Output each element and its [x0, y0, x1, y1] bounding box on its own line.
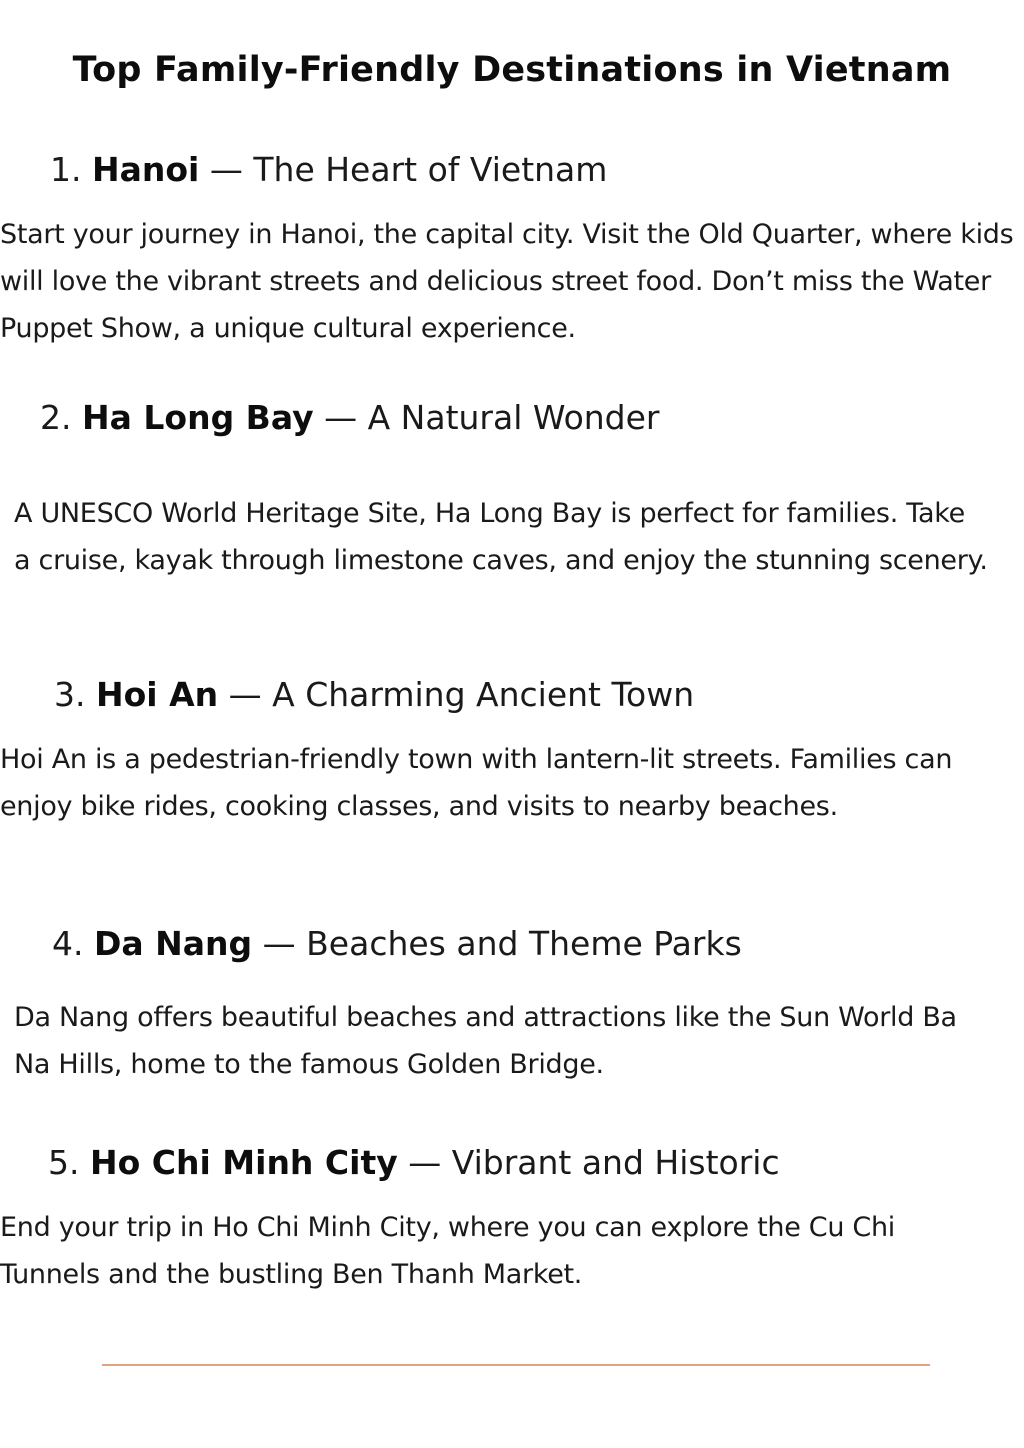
section-heading-da-nang — [52, 924, 742, 964]
page-title: Top Family-Friendly Destinations in Vietnam — [72, 50, 952, 90]
section-heading-hanoi — [50, 150, 607, 190]
heading-separator: — — [262, 924, 296, 963]
destination-name: Da Nang — [94, 924, 253, 963]
destination-subtitle: The Heart of Vietnam — [253, 150, 608, 189]
section-number: 4. — [52, 924, 84, 963]
heading-separator: — — [324, 398, 358, 437]
section-number: 3. — [54, 675, 86, 714]
heading-separator: — — [408, 1143, 442, 1182]
destination-subtitle: A Natural Wonder — [367, 398, 660, 437]
destination-name: Hanoi — [92, 150, 200, 189]
section-description-da-nang: Da Nang offers beautiful beaches and attractions like the Sun World Ba Na Hills, home to the famous Golden Bridge. — [14, 1002, 957, 1080]
destination-subtitle: Beaches and Theme Parks — [306, 924, 742, 963]
section-heading-ho-chi-minh-city — [48, 1143, 780, 1183]
heading-separator: — — [228, 675, 262, 714]
heading-separator: — — [209, 150, 243, 189]
destination-subtitle: Vibrant and Historic — [451, 1143, 780, 1182]
footer-divider — [102, 1364, 930, 1366]
destination-name: Ho Chi Minh City — [90, 1143, 398, 1182]
section-description-ho-chi-minh-city: End your trip in Ho Chi Minh City, where you can explore the Cu Chi Tunnels and the bustling Ben Thanh Market. — [0, 1212, 896, 1290]
section-description-ha-long-bay: A UNESCO World Heritage Site, Ha Long Bay is perfect for families. Take a cruise, kayak through limestone caves, and enjoy the stunning scenery. — [14, 498, 988, 576]
section-heading-ha-long-bay — [40, 398, 660, 438]
section-number: 1. — [50, 150, 82, 189]
section-number: 2. — [40, 398, 72, 437]
destination-name: Hoi An — [96, 675, 219, 714]
section-description-hoi-an: Hoi An is a pedestrian-friendly town with lantern-lit streets. Families can enjoy bike rides, cooking classes, and visits to nearby beaches. — [0, 744, 953, 822]
section-description-hanoi: Start your journey in Hanoi, the capital city. Visit the Old Quarter, where kids will love the vibrant streets and delicious street food. Don’t miss the Water Puppet Show, a unique cultural experience. — [0, 219, 1014, 344]
destination-subtitle: A Charming Ancient Town — [272, 675, 695, 714]
section-number: 5. — [48, 1143, 80, 1182]
destination-name: Ha Long Bay — [82, 398, 314, 437]
section-heading-hoi-an — [54, 675, 694, 715]
